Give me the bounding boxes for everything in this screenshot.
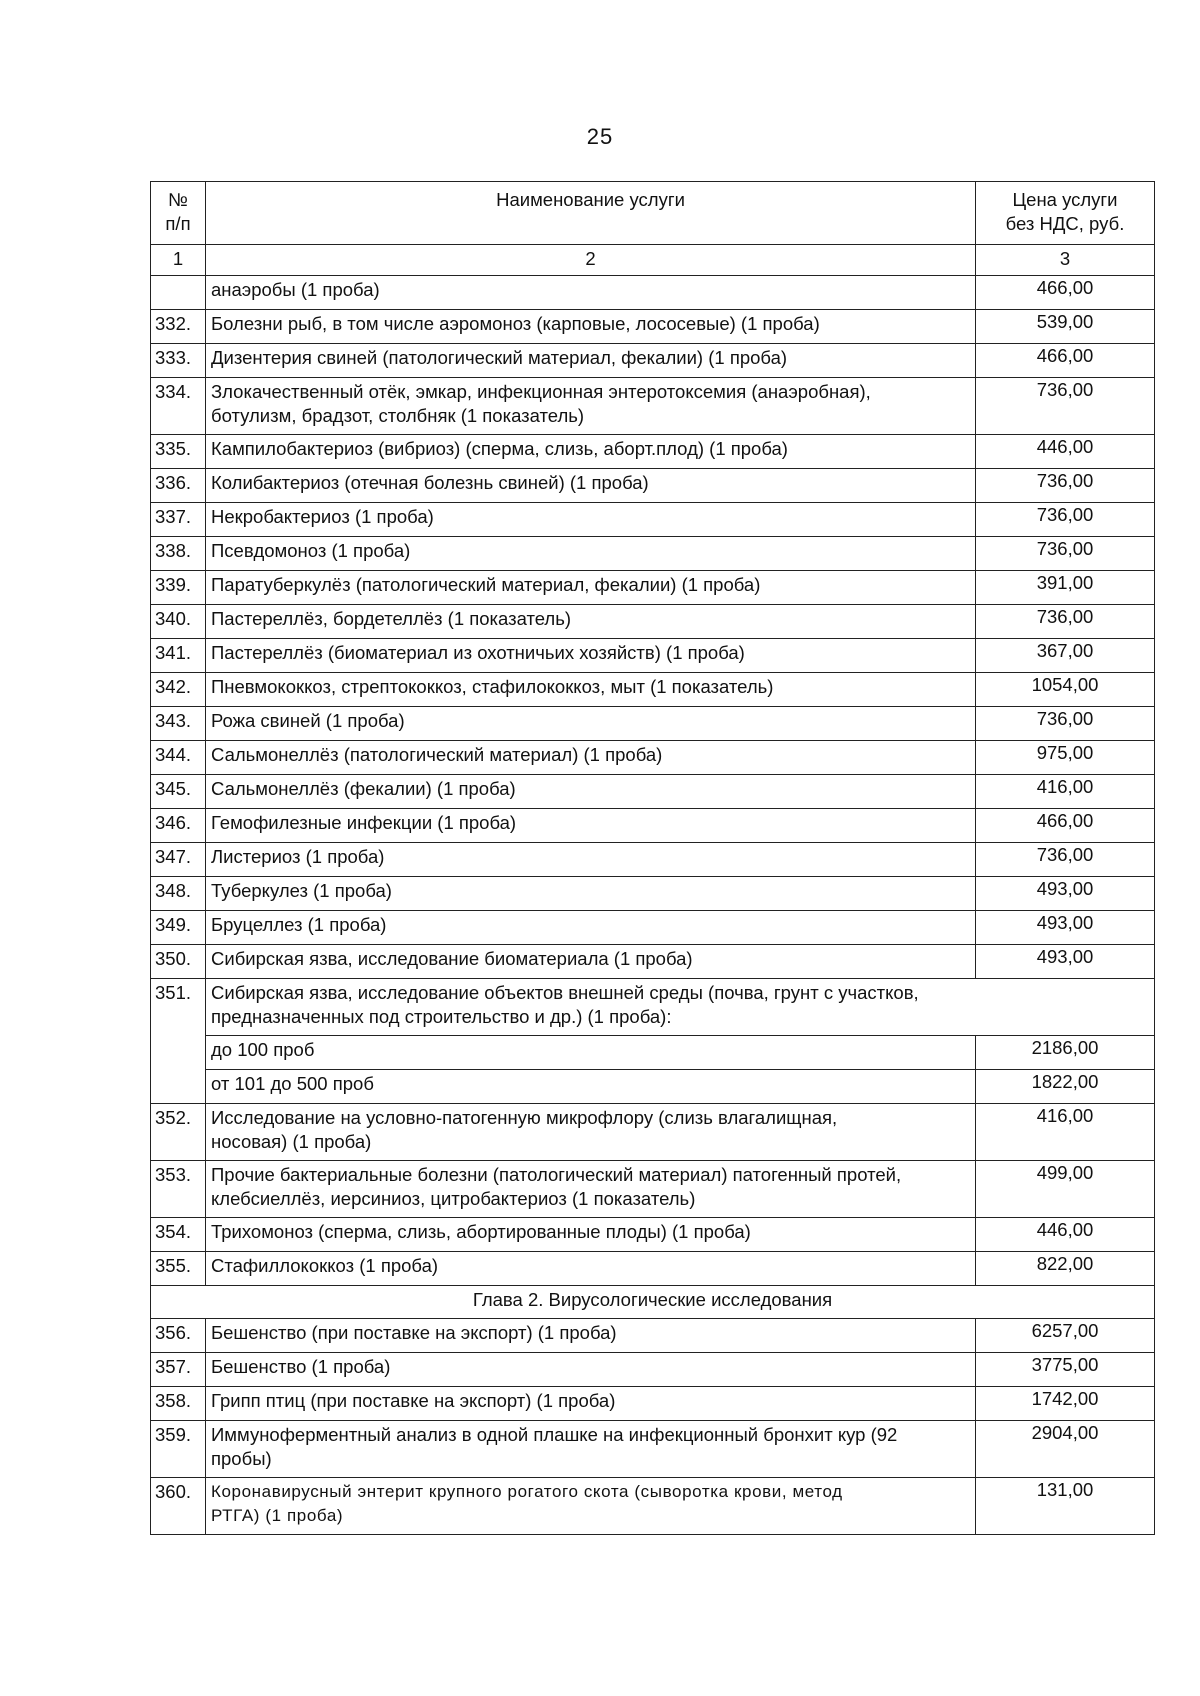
row-number: 350. bbox=[151, 945, 206, 979]
table-row bbox=[151, 1252, 1155, 1286]
page-number: 25 bbox=[586, 124, 614, 149]
service-price: 367,00 bbox=[976, 639, 1155, 673]
service-price: 975,00 bbox=[976, 741, 1155, 775]
service-price: 1742,00 bbox=[976, 1387, 1155, 1421]
row-number: 343. bbox=[151, 707, 206, 741]
table-row bbox=[151, 1319, 1155, 1353]
service-price: 736,00 bbox=[976, 469, 1155, 503]
table-row bbox=[151, 1218, 1155, 1252]
service-name: Листериоз (1 проба) bbox=[206, 843, 976, 877]
service-price: 822,00 bbox=[976, 1252, 1155, 1286]
table-row bbox=[151, 979, 1155, 1036]
service-name: Сальмонеллёз (фекалии) (1 проба) bbox=[206, 775, 976, 809]
table-row bbox=[151, 344, 1155, 378]
row-number: 346. bbox=[151, 809, 206, 843]
service-name: Некробактериоз (1 проба) bbox=[206, 503, 976, 537]
table-row bbox=[151, 276, 1155, 310]
service-name: Колибактериоз (отечная болезнь свиней) (1 проба) bbox=[206, 469, 976, 503]
row-number: 341. bbox=[151, 639, 206, 673]
row-number: 338. bbox=[151, 537, 206, 571]
table-row bbox=[151, 537, 1155, 571]
row-number: 344. bbox=[151, 741, 206, 775]
table-row bbox=[151, 1161, 1155, 1218]
table-row bbox=[151, 605, 1155, 639]
table-row bbox=[151, 503, 1155, 537]
table-row bbox=[151, 741, 1155, 775]
service-name: от 101 до 500 проб bbox=[206, 1070, 976, 1104]
table-row bbox=[151, 911, 1155, 945]
row-number: 340. bbox=[151, 605, 206, 639]
row-number: 342. bbox=[151, 673, 206, 707]
service-price: 416,00 bbox=[976, 775, 1155, 809]
table-subrow bbox=[151, 1036, 1155, 1070]
service-name: Сальмонеллёз (патологический материал) (1 проба) bbox=[206, 741, 976, 775]
table-row bbox=[151, 469, 1155, 503]
table-row bbox=[151, 707, 1155, 741]
service-name: Пастереллёз, бордетеллёз (1 показатель) bbox=[206, 605, 976, 639]
service-name: Паратуберкулёз (патологический материал, фекалии) (1 проба) bbox=[206, 571, 976, 605]
table-row bbox=[151, 1478, 1155, 1535]
service-price: 1054,00 bbox=[976, 673, 1155, 707]
service-name: Иммуноферментный анализ в одной плашке на инфекционный бронхит кур (92 пробы) bbox=[206, 1421, 976, 1478]
table-row bbox=[151, 1421, 1155, 1478]
service-name: Сибирская язва, исследование биоматериала (1 проба) bbox=[206, 945, 976, 979]
column-number: 2 bbox=[206, 245, 976, 276]
table-row bbox=[151, 639, 1155, 673]
service-name: Пастереллёз (биоматериал из охотничьих хозяйств) (1 проба) bbox=[206, 639, 976, 673]
service-price: 2186,00 bbox=[976, 1036, 1155, 1070]
row-number: 354. bbox=[151, 1218, 206, 1252]
table-row bbox=[151, 945, 1155, 979]
service-price: 493,00 bbox=[976, 911, 1155, 945]
service-price: 1822,00 bbox=[976, 1070, 1155, 1104]
row-number: 358. bbox=[151, 1387, 206, 1421]
table-row bbox=[151, 1387, 1155, 1421]
service-name: Болезни рыб, в том числе аэромоноз (карповые, лососевые) (1 проба) bbox=[206, 310, 976, 344]
table-row bbox=[151, 877, 1155, 911]
service-name: Псевдомоноз (1 проба) bbox=[206, 537, 976, 571]
table-row bbox=[151, 310, 1155, 344]
service-name: Прочие бактериальные болезни (патологический материал) патогенный протей, клебсиеллёз, иерсиниоз, цитробактериоз (1 показатель) bbox=[206, 1161, 976, 1218]
row-number: 353. bbox=[151, 1161, 206, 1218]
column-number: 1 bbox=[151, 245, 206, 276]
row-number: 349. bbox=[151, 911, 206, 945]
service-price: 539,00 bbox=[976, 310, 1155, 344]
service-name: Рожа свиней (1 проба) bbox=[206, 707, 976, 741]
column-number: 3 bbox=[976, 245, 1155, 276]
table-row bbox=[151, 378, 1155, 435]
price-table bbox=[150, 181, 1155, 1535]
service-price: 493,00 bbox=[976, 877, 1155, 911]
service-name: Злокачественный отёк, эмкар, инфекционная энтеротоксемия (анаэробная), ботулизм, брадзот, столбняк (1 показатель) bbox=[206, 378, 976, 435]
service-name: до 100 проб bbox=[206, 1036, 976, 1070]
service-name: Коронавирусный энтерит крупного рогатого скота (сыворотка крови, метод РТГА) (1 проба) bbox=[206, 1478, 976, 1535]
row-number: 352. bbox=[151, 1104, 206, 1161]
service-name: Туберкулез (1 проба) bbox=[206, 877, 976, 911]
service-price: 446,00 bbox=[976, 1218, 1155, 1252]
service-name: Трихомоноз (сперма, слизь, абортированные плоды) (1 проба) bbox=[206, 1218, 976, 1252]
service-price: 499,00 bbox=[976, 1161, 1155, 1218]
table-row bbox=[151, 775, 1155, 809]
table-row bbox=[151, 809, 1155, 843]
service-price: 416,00 bbox=[976, 1104, 1155, 1161]
table-header-row bbox=[151, 182, 1155, 245]
row-number: 355. bbox=[151, 1252, 206, 1286]
service-name: Бешенство (при поставке на экспорт) (1 проба) bbox=[206, 1319, 976, 1353]
service-name: Бешенство (1 проба) bbox=[206, 1353, 976, 1387]
service-price: 2904,00 bbox=[976, 1421, 1155, 1478]
table-subrow bbox=[151, 1070, 1155, 1104]
service-name: Стафиллококкоз (1 проба) bbox=[206, 1252, 976, 1286]
row-number: 347. bbox=[151, 843, 206, 877]
row-number: 337. bbox=[151, 503, 206, 537]
row-number: 356. bbox=[151, 1319, 206, 1353]
table-row bbox=[151, 435, 1155, 469]
service-name: анаэробы (1 проба) bbox=[206, 276, 976, 310]
service-price: 391,00 bbox=[976, 571, 1155, 605]
row-number bbox=[151, 276, 206, 310]
service-name: Пневмококкоз, стрептококкоз, стафилококкоз, мыт (1 показатель) bbox=[206, 673, 976, 707]
service-name: Грипп птиц (при поставке на экспорт) (1 проба) bbox=[206, 1387, 976, 1421]
service-name: Исследование на условно-патогенную микрофлору (слизь влагалищная, носовая) (1 проба) bbox=[206, 1104, 976, 1161]
row-number: 359. bbox=[151, 1421, 206, 1478]
service-price: 466,00 bbox=[976, 344, 1155, 378]
service-name: Дизентерия свиней (патологический материал, фекалии) (1 проба) bbox=[206, 344, 976, 378]
row-number: 351. bbox=[151, 979, 206, 1104]
row-number: 348. bbox=[151, 877, 206, 911]
header-price: Цена услуги без НДС, руб. bbox=[976, 182, 1155, 245]
table-row bbox=[151, 673, 1155, 707]
column-number-row bbox=[151, 245, 1155, 276]
service-price: 131,00 bbox=[976, 1478, 1155, 1535]
service-price: 446,00 bbox=[976, 435, 1155, 469]
row-number: 339. bbox=[151, 571, 206, 605]
table-row bbox=[151, 1353, 1155, 1387]
row-number: 360. bbox=[151, 1478, 206, 1535]
header-name: Наименование услуги bbox=[206, 182, 976, 245]
table-row bbox=[151, 571, 1155, 605]
service-price: 736,00 bbox=[976, 605, 1155, 639]
row-number: 332. bbox=[151, 310, 206, 344]
service-name: Кампилобактериоз (вибриоз) (сперма, слизь, аборт.плод) (1 проба) bbox=[206, 435, 976, 469]
service-price: 6257,00 bbox=[976, 1319, 1155, 1353]
chapter-row bbox=[151, 1286, 1155, 1319]
header-num: № п/п bbox=[151, 182, 206, 245]
service-price: 736,00 bbox=[976, 537, 1155, 571]
row-number: 335. bbox=[151, 435, 206, 469]
table-row bbox=[151, 1104, 1155, 1161]
service-name: Сибирская язва, исследование объектов внешней среды (почва, грунт с участков, предназначенных под строительство и др.) (1 проба): bbox=[206, 979, 1155, 1036]
service-name: Гемофилезные инфекции (1 проба) bbox=[206, 809, 976, 843]
row-number: 333. bbox=[151, 344, 206, 378]
service-price: 493,00 bbox=[976, 945, 1155, 979]
service-price: 3775,00 bbox=[976, 1353, 1155, 1387]
table-row bbox=[151, 843, 1155, 877]
service-price: 466,00 bbox=[976, 809, 1155, 843]
row-number: 345. bbox=[151, 775, 206, 809]
service-price: 736,00 bbox=[976, 843, 1155, 877]
chapter-heading: Глава 2. Вирусологические исследования bbox=[151, 1286, 1155, 1319]
service-price: 736,00 bbox=[976, 503, 1155, 537]
row-number: 357. bbox=[151, 1353, 206, 1387]
service-price: 466,00 bbox=[976, 276, 1155, 310]
service-price: 736,00 bbox=[976, 378, 1155, 435]
row-number: 336. bbox=[151, 469, 206, 503]
service-name: Бруцеллез (1 проба) bbox=[206, 911, 976, 945]
row-number: 334. bbox=[151, 378, 206, 435]
service-price: 736,00 bbox=[976, 707, 1155, 741]
